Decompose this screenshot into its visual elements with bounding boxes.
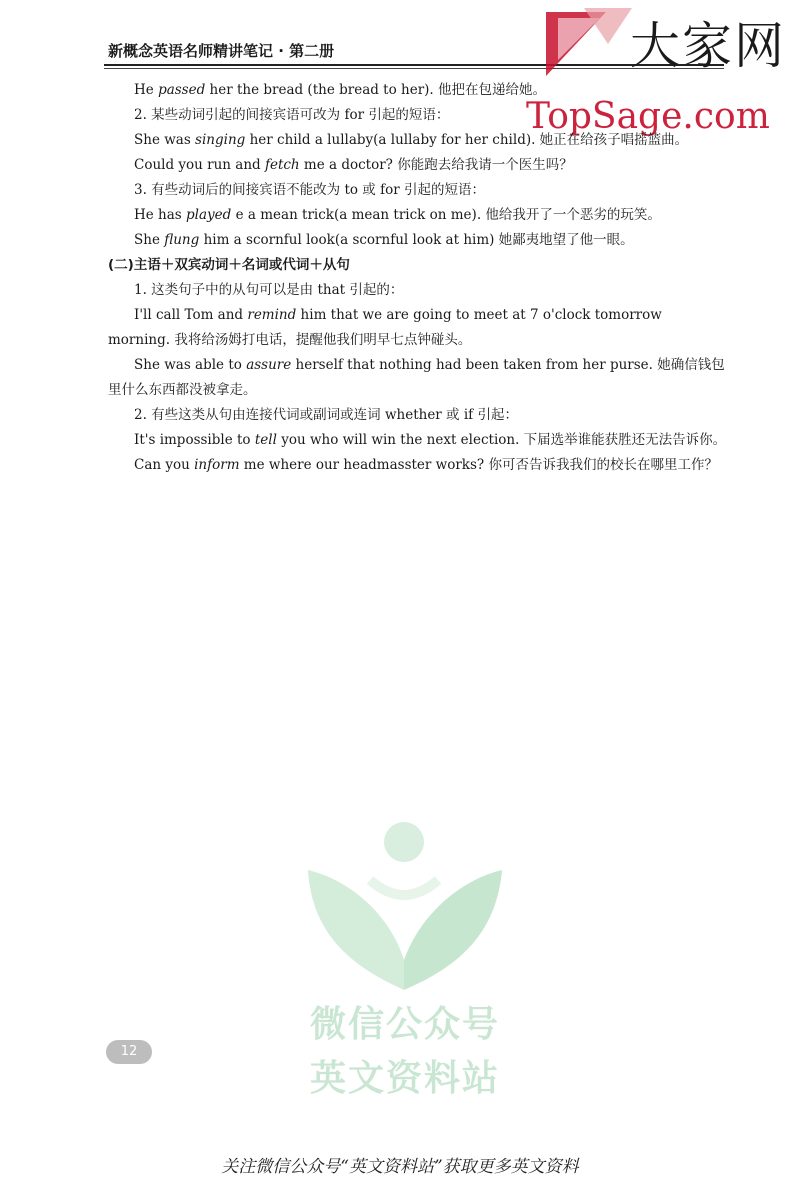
example-sentence: Can you inform me where our headmasster works? 你可否告诉我我们的校长在哪里工作？ — [134, 457, 718, 473]
page-number-badge: 12 — [106, 1040, 152, 1064]
example-sentence: She was singing her child a lullaby(a lullaby for her child). 她正在给孩子唱摇篮曲。 — [134, 132, 689, 148]
key-verb: flung — [164, 232, 200, 248]
example-sentence: He has played e a mean trick(a mean trick on me). 他给我开了一个恶劣的玩笑。 — [134, 207, 661, 223]
example-sentence: It's impossible to tell you who will win the next election. 下届选举谁能获胜还无法告诉你。 — [134, 432, 727, 448]
logo-triangle-icon — [544, 4, 634, 84]
logo-chinese-text: 大家网 — [630, 17, 786, 75]
key-verb: singing — [195, 132, 246, 148]
key-verb: tell — [254, 432, 277, 448]
key-verb: passed — [158, 82, 206, 98]
example-sentence: Could you run and fetch me a doctor? 你能跑去给我请一个医生吗？ — [134, 157, 573, 173]
key-verb: fetch — [264, 157, 300, 173]
watermark-line2: 英文资料站 — [309, 1058, 500, 1099]
key-verb: assure — [246, 357, 292, 373]
watermark-line1: 微信公众号 — [309, 1004, 500, 1045]
sprout-logo-icon — [300, 820, 510, 990]
rule-item: 2. 某些动词引起的间接宾语可改为 for 引起的短语： — [134, 107, 450, 123]
rule-item: 1. 这类句子中的从句可以是由 that 引起的： — [134, 282, 404, 298]
footer-note: 关注微信公众号“英文资料站”获取更多英文资料 — [221, 1157, 579, 1177]
section-heading: (二)主语＋双宾动词＋名词或代词＋从句 — [108, 257, 350, 273]
logo-english-text: TopSage.com — [526, 96, 770, 137]
rule-item: 3. 有些动词后的间接宾语不能改为 to 或 for 引起的短语： — [134, 182, 485, 198]
rule-item: 2. 有些这类从句由连接代词或副词或连词 whether 或 if 引起： — [134, 407, 518, 423]
key-verb: inform — [194, 457, 240, 473]
example-sentence: She flung him a scornful look(a scornful look at him) 她鄙夷地望了他一眼。 — [134, 232, 634, 248]
key-verb: remind — [247, 307, 297, 323]
example-sentence: I'll call Tom and remind him that we are going to meet at 7 o'clock tomorrow morning. 我将给汤姆打电话，提醒他我们明早七点钟碰头。 — [108, 307, 662, 348]
running-header: 新概念英语名师精讲笔记 · 第二册 — [108, 42, 335, 60]
page-body — [108, 78, 728, 478]
key-verb: played — [186, 207, 232, 223]
wechat-watermark — [300, 820, 510, 1100]
example-sentence: She was able to assure herself that nothing had been taken from her purse. 她确信钱包里什么东西都没被拿走。 — [108, 357, 725, 398]
example-sentence: He passed her the bread (the bread to her). 他把在包递给她。 — [134, 82, 546, 98]
